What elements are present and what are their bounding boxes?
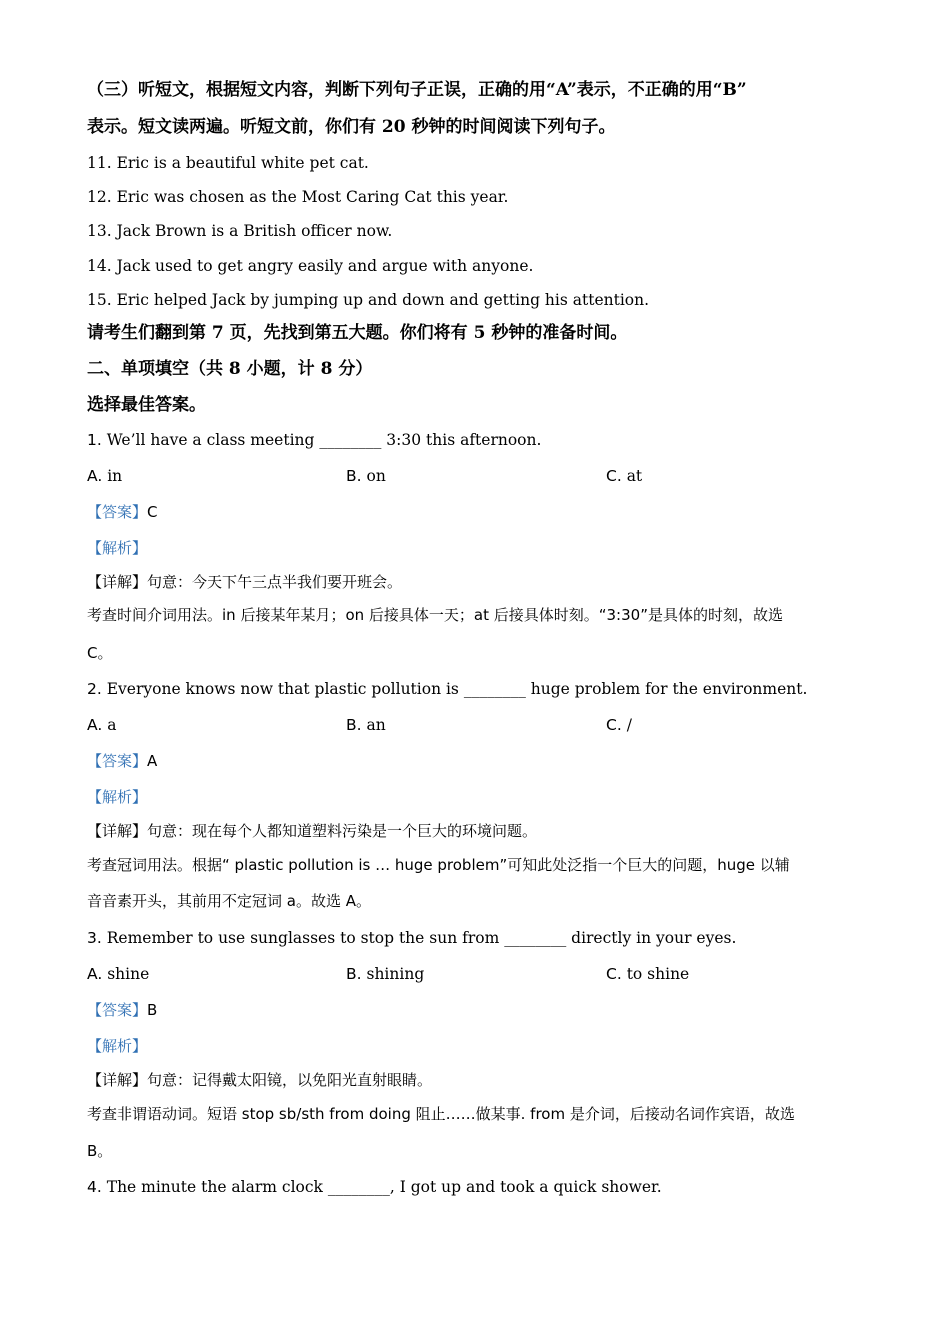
option-a [87,964,149,984]
answer-value: A [147,752,158,770]
explanation-line2: 音音素开头，其前用不定冠词 a。故选 A。 [87,892,371,910]
statement-13: 13. Jack Brown is a British officer now. [87,222,393,240]
option-b [346,715,386,735]
sentence-meaning: 句意：现在每个人都知道塑料污染是一个巨大的环境问题。 [147,822,538,840]
option-text: shine [107,965,150,983]
question-stem: We’ll have a class meeting ________ 3:30 this afternoon. [106,431,542,449]
listening-instruction-line1: （三）听短文，根据短文内容，判断下列句子正误，正确的用“A”表示，不正确的用“B” [87,80,747,100]
turn-page-note: 请考生们翻到第 7 页，先找到第五大题。你们将有 5 秒钟的准备时间。 [87,323,628,343]
option-a [87,715,116,735]
option-letter: C. [606,965,622,983]
question-3 [87,928,736,948]
option-text: at [626,467,643,485]
analysis-label: 【解析】 [87,788,148,806]
answer-row [87,502,158,522]
option-letter: A. [87,965,103,983]
option-text: to shine [626,965,690,983]
option-c [606,964,689,984]
section-subtitle: 选择最佳答案。 [87,395,206,415]
question-stem: Everyone knows now that plastic pollution is ________ huge problem for the environment. [106,680,808,698]
option-letter: B. [346,467,362,485]
option-c [606,466,642,486]
question-2 [87,679,807,699]
option-a [87,466,122,486]
detail-label: 【详解】 [87,822,148,840]
statement-14: 14. Jack used to get angry easily and argue with anyone. [87,257,534,275]
detail-row [87,1070,432,1090]
detail-row [87,821,537,841]
question-number: 3. [87,929,102,947]
statement-11: 11. Eric is a beautiful white pet cat. [87,154,369,172]
option-letter: A. [87,716,103,734]
option-letter: B. [346,965,362,983]
option-b [346,466,386,486]
option-c [606,715,632,735]
detail-label: 【详解】 [87,1071,148,1089]
answer-row [87,1000,157,1020]
option-letter: B. [346,716,362,734]
answer-label: 【答案】 [87,1001,148,1019]
option-letter: C. [606,716,622,734]
explanation-line2: C。 [87,644,113,662]
option-text: on [366,467,386,485]
answer-label: 【答案】 [87,503,148,521]
explanation-line1: 考查非谓语动词。短语 stop sb/sth from doing 阻止……做某事. from 是介词，后接动名词作宾语，故选 [87,1105,795,1123]
question-1 [87,430,541,450]
explanation-line1: 考查时间介词用法。in 后接某年某月；on 后接具体一天；at 后接具体时刻。“3:30”是具体的时刻，故选 [87,606,783,624]
listening-instruction-line2: 表示。短文读两遍。听短文前，你们有 20 秒钟的时间阅读下列句子。 [87,117,616,137]
statement-15: 15. Eric helped Jack by jumping up and down and getting his attention. [87,291,650,309]
analysis-label: 【解析】 [87,1037,148,1055]
analysis-label: 【解析】 [87,539,148,557]
question-stem: Remember to use sunglasses to stop the sun from ________ directly in your eyes. [106,929,737,947]
option-text: shining [366,965,425,983]
option-b [346,964,424,984]
option-text: an [366,716,386,734]
option-letter: A. [87,467,103,485]
option-letter: C. [606,467,622,485]
option-text: / [626,716,632,734]
answer-row [87,751,157,771]
question-4 [87,1177,662,1197]
detail-label: 【详解】 [87,573,148,591]
question-number: 4. [87,1178,102,1196]
sentence-meaning: 句意：今天下午三点半我们要开班会。 [147,573,403,591]
section-title: 二、单项填空（共 8 小题，计 8 分） [87,359,373,379]
option-text: in [107,467,123,485]
question-number: 1. [87,431,102,449]
sentence-meaning: 句意：记得戴太阳镜，以免阳光直射眼睛。 [147,1071,433,1089]
statement-12: 12. Eric was chosen as the Most Caring Cat this year. [87,188,509,206]
option-text: a [107,716,117,734]
detail-row [87,572,402,592]
answer-value: B [147,1001,158,1019]
answer-value: C [147,503,158,521]
question-stem: The minute the alarm clock ________, I got up and took a quick shower. [106,1178,662,1196]
question-number: 2. [87,680,102,698]
explanation-line2: B。 [87,1142,113,1160]
explanation-line1: 考查冠词用法。根据“ plastic pollution is … huge problem”可知此处泛指一个巨大的问题，huge 以辅 [87,856,790,874]
answer-label: 【答案】 [87,752,148,770]
